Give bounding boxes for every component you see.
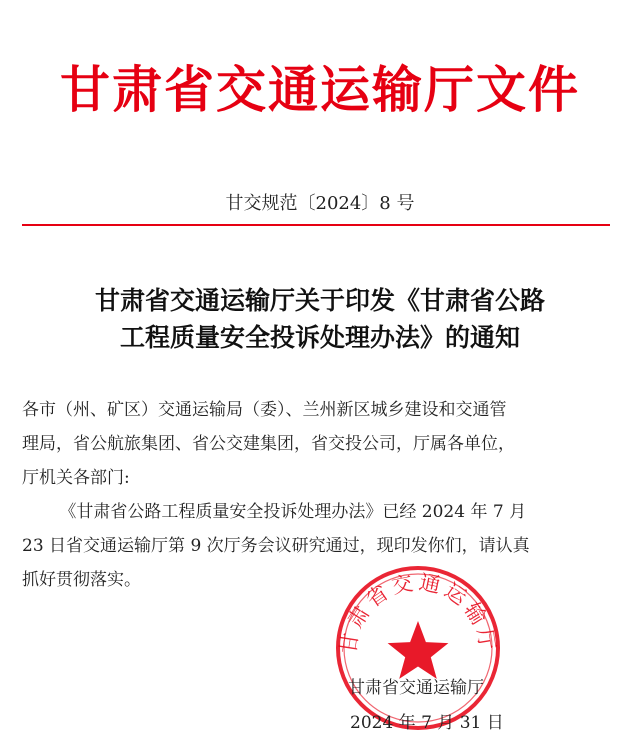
body-paragraph-line-3: 抓好贯彻落实。	[22, 570, 141, 590]
recipients-line-3: 厅机关各部门:	[22, 468, 130, 488]
body-paragraph-line-1: 《甘肃省公路工程质量安全投诉处理办法》已经 2024 年 7 月	[59, 502, 527, 522]
signature-organization: 甘肃省交通运输厅	[348, 678, 484, 698]
notice-title	[0, 282, 640, 356]
recipients-line-2: 理局，省公航旅集团、省公交建集团，省交投公司，厅属各单位，	[22, 434, 515, 454]
notice-body	[22, 393, 612, 597]
document-header-title: 甘肃省交通运输厅文件	[60, 60, 580, 119]
notice-title-line-2: 工程质量安全投诉处理办法》的通知	[119, 323, 520, 352]
red-divider	[22, 224, 610, 226]
seal-star-icon	[388, 621, 449, 679]
recipients-line-1: 各市（州、矿区）交通运输局（委）、兰州新区城乡建设和交通管	[22, 400, 507, 420]
body-paragraph-line-2: 23 日省交通运输厅第 9 次厅务会议研究通过，现印发你们，请认真	[22, 536, 530, 556]
signature-date: 2024 年 7 月 31 日	[350, 713, 504, 733]
notice-title-line-1: 甘肃省交通运输厅关于印发《甘肃省公路	[94, 286, 545, 315]
seal-text: 甘肃省交通运输厅	[336, 570, 500, 656]
document-number: 甘交规范〔2024〕8 号	[225, 193, 415, 214]
